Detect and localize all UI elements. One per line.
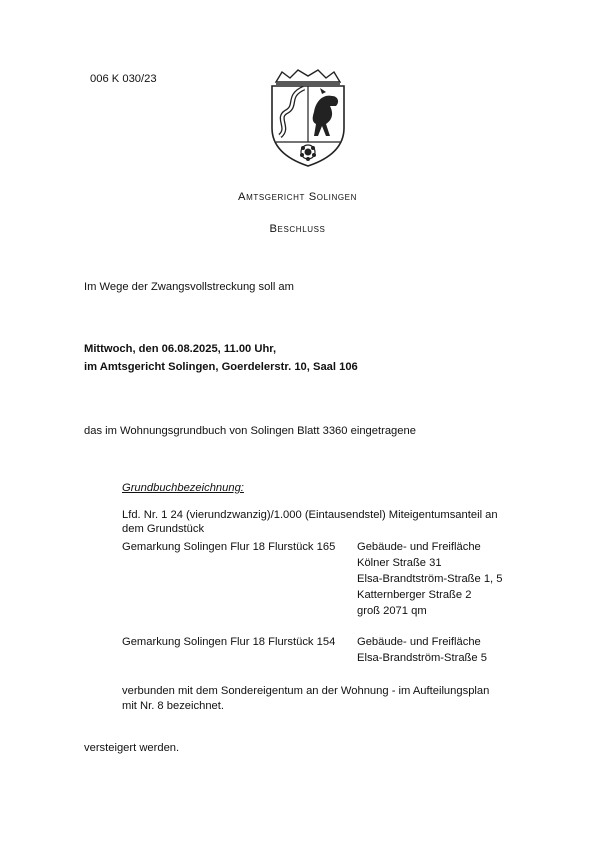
appointment-date: Mittwoch, den 06.08.2025, 11.00 Uhr, xyxy=(84,343,277,355)
intro-text: Im Wege der Zwangsvollstreckung soll am xyxy=(84,281,294,293)
land-register-heading: Grundbuchbezeichnung: xyxy=(122,482,244,494)
closing-line-2: mit Nr. 8 bezeichnet. xyxy=(122,700,224,712)
appointment-place: im Amtsgericht Solingen, Goerdelerstr. 10, Saal 106 xyxy=(84,361,358,373)
court-name: Amtsgericht Solingen xyxy=(238,191,357,203)
case-number: 006 K 030/23 xyxy=(90,73,157,85)
parcel-designation: Gemarkung Solingen Flur 18 Flurstück 154 xyxy=(122,636,336,648)
parcel-detail: Elsa-Brandström-Straße 5 xyxy=(357,652,487,664)
parcel-detail: Gebäude- und Freifläche xyxy=(357,541,481,553)
register-line: das im Wohnungsgrundbuch von Solingen Blatt 3360 eingetragene xyxy=(84,425,416,437)
closing-line-1: verbunden mit dem Sondereigentum an der Wohnung - im Aufteilungsplan xyxy=(122,685,490,697)
parcel-detail: groß 2071 qm xyxy=(357,605,427,617)
coat-of-arms-icon xyxy=(264,66,352,168)
share-line-2: dem Grundstück xyxy=(122,523,205,535)
share-line-1: Lfd. Nr. 1 24 (vierundzwanzig)/1.000 (Eintausendstel) Miteigentumsanteil an xyxy=(122,509,498,521)
final-text: versteigert werden. xyxy=(84,742,180,754)
parcel-detail: Kölner Straße 31 xyxy=(357,557,442,569)
parcel-detail: Katternberger Straße 2 xyxy=(357,589,472,601)
parcel-detail: Gebäude- und Freifläche xyxy=(357,636,481,648)
document-title: Beschluss xyxy=(269,223,326,235)
parcel-detail: Elsa-Brandtström-Straße 1, 5 xyxy=(357,573,503,585)
parcel-designation: Gemarkung Solingen Flur 18 Flurstück 165 xyxy=(122,541,336,553)
